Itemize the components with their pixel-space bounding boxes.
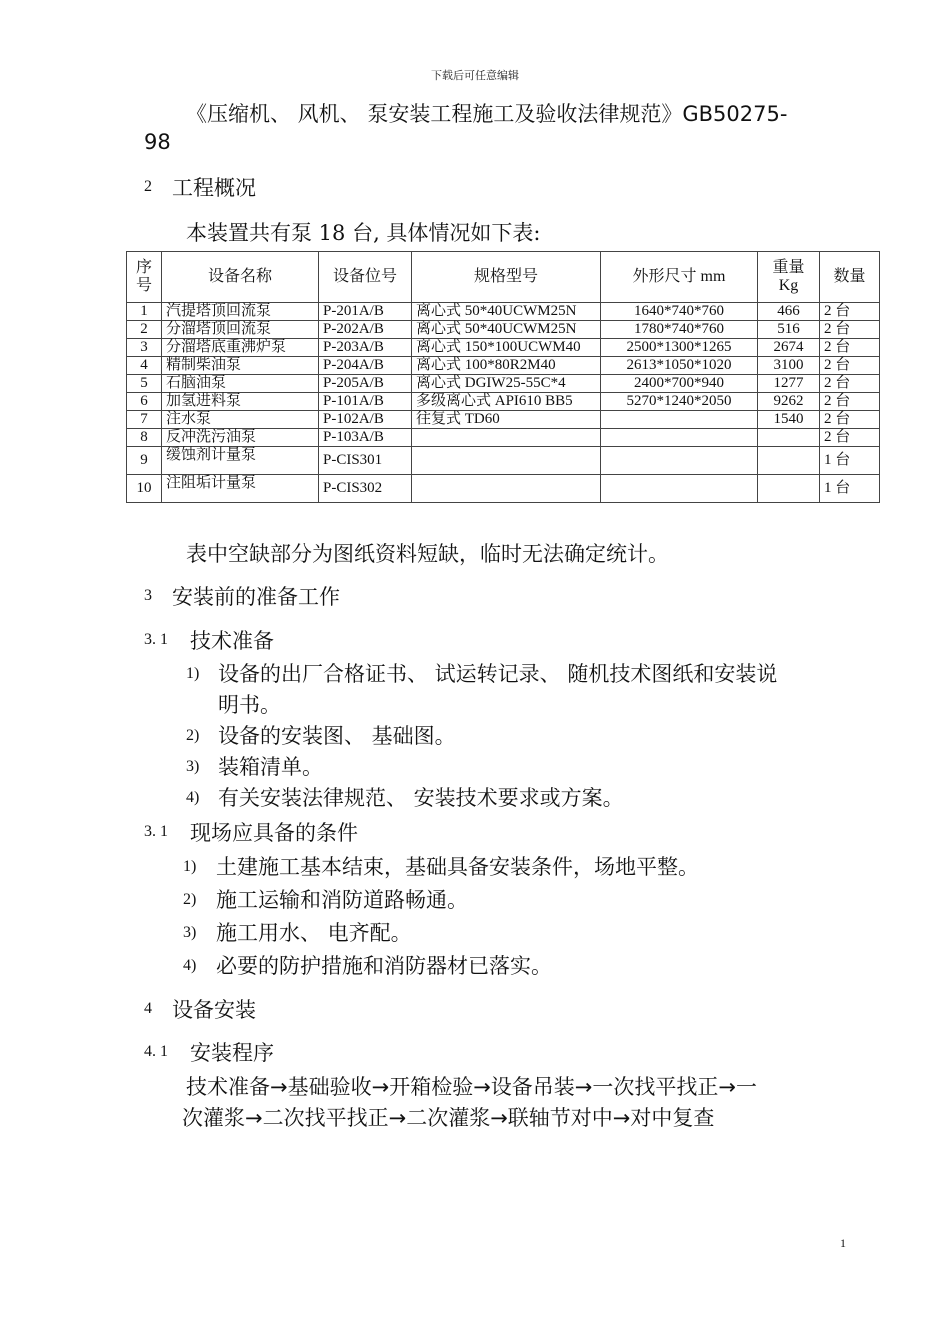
cell-seq: 7 [127,411,162,429]
list-item: 装箱清单。 [218,755,323,779]
cell-tag: P-CIS301 [319,447,412,475]
cell-model: 往复式 TD60 [412,411,601,429]
table-header-row [127,252,880,303]
cell-tag: P-103A/B [319,429,412,447]
table-row [127,303,880,321]
cell-model [412,447,601,475]
list-item: 施工运输和消防道路畅通。 [216,888,468,912]
cell-dimensions: 1780*740*760 [601,321,758,339]
cell-qty: 2 台 [820,429,880,447]
cell-tag: P-102A/B [319,411,412,429]
header-model: 规格型号 [412,252,601,303]
table-row [127,411,880,429]
list-number: 1) [186,665,200,682]
cell-dimensions: 2400*700*940 [601,375,758,393]
table-note: 表中空缺部分为图纸资料短缺，临时无法确定统计。 [186,542,669,566]
cell-tag: P-205A/B [319,375,412,393]
cell-weight: 3100 [758,357,820,375]
cell-seq: 3 [127,339,162,357]
cell-tag: P-201A/B [319,303,412,321]
cell-model: 离心式 100*80R2M40 [412,357,601,375]
cell-dimensions: 1640*740*760 [601,303,758,321]
list-number: 1) [183,858,197,875]
cell-model [412,475,601,503]
cell-qty: 1 台 [820,447,880,475]
subsection-number: 3. 1 [144,823,168,840]
cell-name: 反冲洗污油泵 [162,429,319,447]
list-number: 2) [183,891,197,908]
header-seq: 序 号 [127,252,162,303]
cell-model: 多级离心式 API610 BB5 [412,393,601,411]
cell-name: 分溜塔底重沸炉泵 [162,339,319,357]
list-number: 3) [186,758,200,775]
table-row [127,339,880,357]
section-number: 3 [144,587,152,604]
header-weight: 重量 Kg [758,252,820,303]
pump-table [126,251,880,503]
cell-name: 注水泵 [162,411,319,429]
cell-seq: 5 [127,375,162,393]
cell-weight [758,447,820,475]
cell-model [412,429,601,447]
cell-tag: P-101A/B [319,393,412,411]
cell-name: 注阻垢计量泵 [162,475,319,503]
table-row [127,429,880,447]
cell-name: 汽提塔顶回流泵 [162,303,319,321]
header-qty: 数量 [820,252,880,303]
subsection-number: 3. 1 [144,631,168,648]
cell-weight [758,429,820,447]
cell-tag: P-203A/B [319,339,412,357]
cell-name: 加氢进料泵 [162,393,319,411]
header-name: 设备名称 [162,252,319,303]
cell-qty: 2 台 [820,339,880,357]
cell-qty: 2 台 [820,375,880,393]
cell-qty: 2 台 [820,357,880,375]
list-number: 2) [186,727,200,744]
header-tag: 设备位号 [319,252,412,303]
cell-qty: 2 台 [820,303,880,321]
cell-tag: P-204A/B [319,357,412,375]
cell-weight [758,475,820,503]
intro-text: 本装置共有泵 18 台, 具体情况如下表: [186,221,541,245]
cell-model: 离心式 50*40UCWM25N [412,321,601,339]
cell-seq: 6 [127,393,162,411]
cell-weight: 2674 [758,339,820,357]
cell-weight: 1540 [758,411,820,429]
procedure-text: 技术准备→基础验收→开箱检验→设备吊装→一次找平找正→一 [186,1075,757,1099]
standard-reference-cont: 98 [144,130,171,154]
list-item: 施工用水、 电齐配。 [216,921,412,945]
cell-dimensions: 2613*1050*1020 [601,357,758,375]
list-item-cont: 明书。 [218,693,281,717]
cell-tag: P-CIS302 [319,475,412,503]
table-row [127,321,880,339]
cell-name: 缓蚀剂计量泵 [162,447,319,475]
cell-weight: 516 [758,321,820,339]
cell-tag: P-202A/B [319,321,412,339]
cell-dimensions [601,475,758,503]
section-number: 2 [144,178,152,195]
table-row [127,475,880,503]
table-row [127,375,880,393]
list-item: 设备的出厂合格证书、 试运转记录、 随机技术图纸和安装说 [218,662,778,686]
cell-model: 离心式 50*40UCWM25N [412,303,601,321]
cell-seq: 1 [127,303,162,321]
list-number: 4) [186,789,200,806]
cell-seq: 8 [127,429,162,447]
subsection-title: 技术准备 [190,629,274,653]
cell-dimensions [601,411,758,429]
header-note: 下载后可任意编辑 [431,69,519,82]
list-item: 有关安装法律规范、 安装技术要求或方案。 [218,786,624,810]
cell-weight: 9262 [758,393,820,411]
table-row [127,357,880,375]
cell-seq: 9 [127,447,162,475]
cell-qty: 2 台 [820,321,880,339]
subsection-number: 4. 1 [144,1043,168,1060]
section-number: 4 [144,1000,152,1017]
cell-model: 离心式 150*100UCWM40 [412,339,601,357]
page-number: 1 [840,1236,846,1250]
subsection-title: 现场应具备的条件 [190,821,358,845]
cell-dimensions: 5270*1240*2050 [601,393,758,411]
section-title: 安装前的准备工作 [172,585,340,609]
cell-seq: 4 [127,357,162,375]
cell-qty: 1 台 [820,475,880,503]
cell-qty: 2 台 [820,393,880,411]
cell-weight: 1277 [758,375,820,393]
list-item: 土建施工基本结束，基础具备安装条件，场地平整。 [216,855,699,879]
section-title: 工程概况 [172,176,256,200]
list-number: 4) [183,957,197,974]
table-row [127,447,880,475]
cell-qty: 2 台 [820,411,880,429]
cell-name: 精制柴油泵 [162,357,319,375]
section-title: 设备安装 [172,998,256,1022]
procedure-text-cont: 次灌浆→二次找平找正→二次灌浆→联轴节对中→对中复查 [182,1106,715,1130]
cell-name: 分溜塔顶回流泵 [162,321,319,339]
standard-reference: 《压缩机、 风机、 泵安装工程施工及验收法律规范》GB50275- [186,102,788,126]
list-number: 3) [183,924,197,941]
cell-weight: 466 [758,303,820,321]
cell-model: 离心式 DGIW25-55C*4 [412,375,601,393]
cell-seq: 2 [127,321,162,339]
subsection-title: 安装程序 [190,1041,274,1065]
header-dimensions: 外形尺寸 mm [601,252,758,303]
list-item: 设备的安装图、 基础图。 [218,724,456,748]
cell-seq: 10 [127,475,162,503]
cell-name: 石脑油泵 [162,375,319,393]
list-item: 必要的防护措施和消防器材已落实。 [216,954,552,978]
cell-dimensions [601,447,758,475]
table-row [127,393,880,411]
cell-dimensions [601,429,758,447]
cell-dimensions: 2500*1300*1265 [601,339,758,357]
